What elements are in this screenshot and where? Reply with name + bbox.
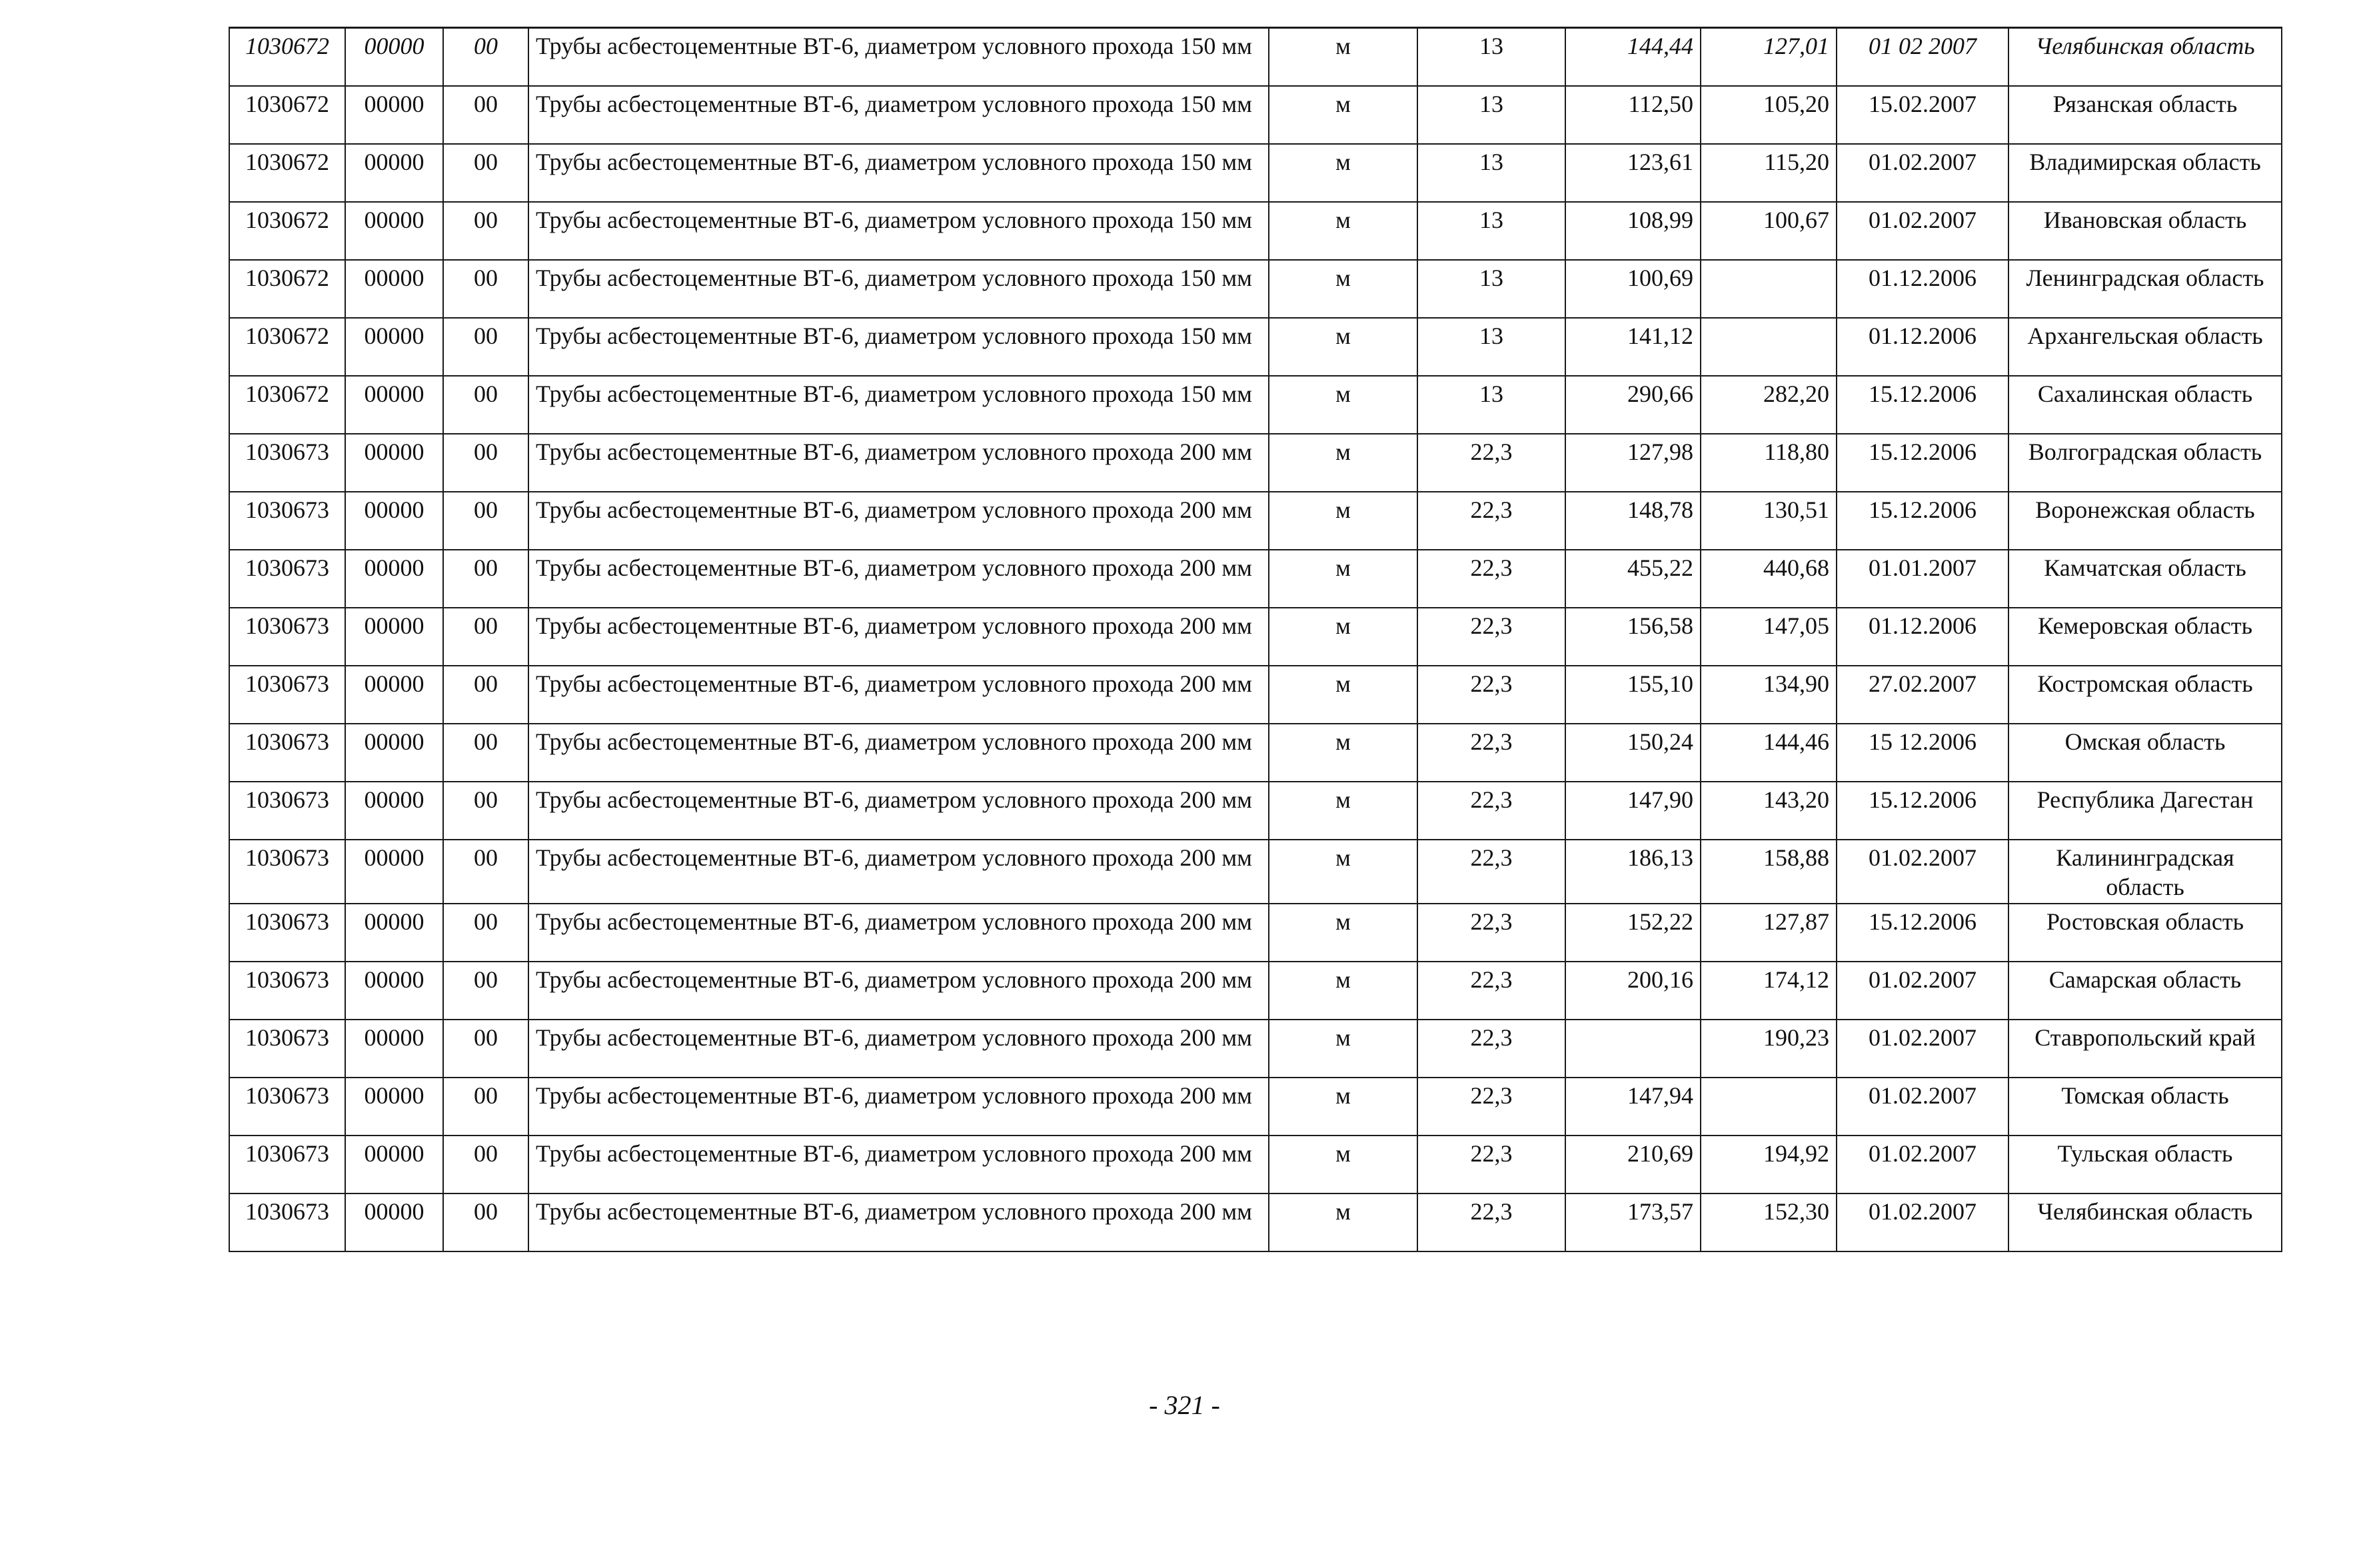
- table-row: [229, 608, 2282, 666]
- cell-price-2: 100,67: [1701, 202, 1837, 260]
- cell-region: Челябинская область: [2008, 28, 2282, 86]
- cell-subcode-2: 00: [443, 904, 528, 962]
- cell-price-1: 210,69: [1565, 1136, 1701, 1193]
- cell-unit: м: [1269, 1078, 1417, 1136]
- cell-price-2: 158,88: [1701, 840, 1837, 904]
- cell-date: 01 02 2007: [1837, 28, 2008, 86]
- cell-subcode: 00000: [345, 318, 443, 376]
- cell-name: Трубы асбестоцементные ВТ-6, диаметром условного прохода 150 мм: [528, 86, 1269, 144]
- cell-unit: м: [1269, 376, 1417, 434]
- cell-date: 01.02.2007: [1837, 1136, 2008, 1193]
- cell-price-2: 105,20: [1701, 86, 1837, 144]
- cell-subcode: 00000: [345, 550, 443, 608]
- cell-price-2: 440,68: [1701, 550, 1837, 608]
- table-row: [229, 840, 2282, 904]
- cell-price-2: 134,90: [1701, 666, 1837, 724]
- cell-date: 15.12.2006: [1837, 434, 2008, 492]
- cell-price-1: 108,99: [1565, 202, 1701, 260]
- cell-weight: 22,3: [1417, 782, 1565, 840]
- cell-price-1: 123,61: [1565, 144, 1701, 202]
- cell-region: Челябинская область: [2008, 1193, 2282, 1251]
- cell-unit: м: [1269, 144, 1417, 202]
- table-row: [229, 550, 2282, 608]
- cell-name: Трубы асбестоцементные ВТ-6, диаметром условного прохода 200 мм: [528, 550, 1269, 608]
- table-row: [229, 202, 2282, 260]
- cell-price-1: 147,90: [1565, 782, 1701, 840]
- cell-weight: 22,3: [1417, 962, 1565, 1020]
- table-row: [229, 492, 2282, 550]
- cell-name: Трубы асбестоцементные ВТ-6, диаметром условного прохода 150 мм: [528, 28, 1269, 86]
- cell-name: Трубы асбестоцементные ВТ-6, диаметром условного прохода 200 мм: [528, 1193, 1269, 1251]
- cell-name: Трубы асбестоцементные ВТ-6, диаметром условного прохода 200 мм: [528, 904, 1269, 962]
- cell-unit: м: [1269, 86, 1417, 144]
- cell-subcode-2: 00: [443, 434, 528, 492]
- cell-name: Трубы асбестоцементные ВТ-6, диаметром условного прохода 200 мм: [528, 608, 1269, 666]
- table-row: [229, 724, 2282, 782]
- cell-code: 1030672: [229, 318, 345, 376]
- cell-weight: 22,3: [1417, 1020, 1565, 1078]
- table-row: [229, 1136, 2282, 1193]
- cell-price-2: 115,20: [1701, 144, 1837, 202]
- cell-unit: м: [1269, 550, 1417, 608]
- cell-code: 1030673: [229, 904, 345, 962]
- cell-date: 27.02.2007: [1837, 666, 2008, 724]
- cell-date: 01.02.2007: [1837, 202, 2008, 260]
- table-row: [229, 376, 2282, 434]
- cell-price-2: 144,46: [1701, 724, 1837, 782]
- cell-region: Ивановская область: [2008, 202, 2282, 260]
- cell-price-2: 190,23: [1701, 1020, 1837, 1078]
- cell-unit: м: [1269, 434, 1417, 492]
- cell-subcode-2: 00: [443, 318, 528, 376]
- cell-unit: м: [1269, 724, 1417, 782]
- cell-date: 15.12.2006: [1837, 376, 2008, 434]
- cell-weight: 22,3: [1417, 1078, 1565, 1136]
- cell-subcode: 00000: [345, 840, 443, 904]
- cell-code: 1030673: [229, 666, 345, 724]
- cell-subcode-2: 00: [443, 86, 528, 144]
- cell-name: Трубы асбестоцементные ВТ-6, диаметром условного прохода 200 мм: [528, 434, 1269, 492]
- cell-subcode-2: 00: [443, 608, 528, 666]
- cell-date: 01.02.2007: [1837, 840, 2008, 904]
- cell-code: 1030673: [229, 550, 345, 608]
- cell-price-1: 156,58: [1565, 608, 1701, 666]
- cell-subcode: 00000: [345, 376, 443, 434]
- cell-subcode-2: 00: [443, 840, 528, 904]
- cell-region: Ставропольский край: [2008, 1020, 2282, 1078]
- cell-price-1: 200,16: [1565, 962, 1701, 1020]
- table-row: [229, 904, 2282, 962]
- cell-code: 1030673: [229, 782, 345, 840]
- cell-weight: 22,3: [1417, 608, 1565, 666]
- cell-price-2: [1701, 260, 1837, 318]
- cell-unit: м: [1269, 962, 1417, 1020]
- cell-date: 15 12.2006: [1837, 724, 2008, 782]
- cell-unit: м: [1269, 840, 1417, 904]
- cell-price-1: 127,98: [1565, 434, 1701, 492]
- cell-subcode: 00000: [345, 492, 443, 550]
- cell-subcode: 00000: [345, 962, 443, 1020]
- table-row: [229, 28, 2282, 86]
- cell-date: 01.02.2007: [1837, 144, 2008, 202]
- cell-weight: 13: [1417, 318, 1565, 376]
- price-table: [229, 27, 2282, 1252]
- cell-region: Тульская область: [2008, 1136, 2282, 1193]
- cell-weight: 22,3: [1417, 550, 1565, 608]
- cell-date: 15.12.2006: [1837, 492, 2008, 550]
- cell-subcode: 00000: [345, 1193, 443, 1251]
- cell-subcode: 00000: [345, 86, 443, 144]
- cell-price-2: 130,51: [1701, 492, 1837, 550]
- cell-name: Трубы асбестоцементные ВТ-6, диаметром условного прохода 200 мм: [528, 1078, 1269, 1136]
- cell-region: Ростовская область: [2008, 904, 2282, 962]
- cell-price-1: 173,57: [1565, 1193, 1701, 1251]
- cell-subcode: 00000: [345, 260, 443, 318]
- cell-region: Костромская область: [2008, 666, 2282, 724]
- cell-code: 1030673: [229, 724, 345, 782]
- cell-code: 1030673: [229, 1136, 345, 1193]
- cell-price-1: 100,69: [1565, 260, 1701, 318]
- cell-subcode-2: 00: [443, 260, 528, 318]
- cell-price-2: 127,01: [1701, 28, 1837, 86]
- cell-region: Воронежская область: [2008, 492, 2282, 550]
- cell-code: 1030673: [229, 962, 345, 1020]
- cell-price-2: 127,87: [1701, 904, 1837, 962]
- cell-weight: 13: [1417, 202, 1565, 260]
- cell-price-1: 150,24: [1565, 724, 1701, 782]
- table-row: [229, 86, 2282, 144]
- cell-code: 1030672: [229, 202, 345, 260]
- page-number: - 321 -: [1149, 1390, 1220, 1420]
- cell-subcode-2: 00: [443, 1136, 528, 1193]
- cell-code: 1030673: [229, 1193, 345, 1251]
- cell-code: 1030672: [229, 144, 345, 202]
- cell-name: Трубы асбестоцементные ВТ-6, диаметром условного прохода 150 мм: [528, 376, 1269, 434]
- cell-subcode: 00000: [345, 782, 443, 840]
- cell-subcode: 00000: [345, 666, 443, 724]
- cell-name: Трубы асбестоцементные ВТ-6, диаметром условного прохода 150 мм: [528, 202, 1269, 260]
- cell-weight: 22,3: [1417, 1136, 1565, 1193]
- cell-subcode: 00000: [345, 724, 443, 782]
- cell-weight: 13: [1417, 144, 1565, 202]
- cell-weight: 22,3: [1417, 666, 1565, 724]
- table-row: [229, 782, 2282, 840]
- cell-price-2: 174,12: [1701, 962, 1837, 1020]
- cell-price-1: 147,94: [1565, 1078, 1701, 1136]
- cell-name: Трубы асбестоцементные ВТ-6, диаметром условного прохода 200 мм: [528, 1020, 1269, 1078]
- cell-name: Трубы асбестоцементные ВТ-6, диаметром условного прохода 200 мм: [528, 666, 1269, 724]
- cell-subcode-2: 00: [443, 550, 528, 608]
- cell-name: Трубы асбестоцементные ВТ-6, диаметром условного прохода 200 мм: [528, 782, 1269, 840]
- cell-unit: м: [1269, 28, 1417, 86]
- table-row: [229, 1020, 2282, 1078]
- cell-region: Самарская область: [2008, 962, 2282, 1020]
- cell-region: Калининградская область: [2008, 840, 2282, 904]
- cell-date: 01.02.2007: [1837, 1193, 2008, 1251]
- cell-code: 1030672: [229, 28, 345, 86]
- cell-unit: м: [1269, 260, 1417, 318]
- cell-date: 01.01.2007: [1837, 550, 2008, 608]
- cell-name: Трубы асбестоцементные ВТ-6, диаметром условного прохода 200 мм: [528, 1136, 1269, 1193]
- cell-code: 1030673: [229, 1020, 345, 1078]
- cell-subcode-2: 00: [443, 376, 528, 434]
- cell-name: Трубы асбестоцементные ВТ-6, диаметром условного прохода 150 мм: [528, 260, 1269, 318]
- cell-date: 15.12.2006: [1837, 904, 2008, 962]
- cell-price-1: 112,50: [1565, 86, 1701, 144]
- table-body: [229, 28, 2282, 1251]
- cell-code: 1030672: [229, 376, 345, 434]
- cell-subcode: 00000: [345, 608, 443, 666]
- cell-weight: 22,3: [1417, 724, 1565, 782]
- cell-unit: м: [1269, 492, 1417, 550]
- cell-unit: м: [1269, 1136, 1417, 1193]
- cell-code: 1030672: [229, 260, 345, 318]
- cell-price-1: 141,12: [1565, 318, 1701, 376]
- cell-subcode-2: 00: [443, 782, 528, 840]
- cell-subcode-2: 00: [443, 724, 528, 782]
- cell-region: Архангельская область: [2008, 318, 2282, 376]
- cell-name: Трубы асбестоцементные ВТ-6, диаметром условного прохода 200 мм: [528, 840, 1269, 904]
- cell-subcode-2: 00: [443, 202, 528, 260]
- cell-code: 1030672: [229, 86, 345, 144]
- cell-region: Ленинградская область: [2008, 260, 2282, 318]
- cell-price-1: 290,66: [1565, 376, 1701, 434]
- cell-subcode: 00000: [345, 1020, 443, 1078]
- cell-weight: 13: [1417, 376, 1565, 434]
- cell-subcode-2: 00: [443, 144, 528, 202]
- cell-weight: 22,3: [1417, 840, 1565, 904]
- cell-weight: 22,3: [1417, 904, 1565, 962]
- cell-price-1: 186,13: [1565, 840, 1701, 904]
- cell-region: Омская область: [2008, 724, 2282, 782]
- cell-weight: 22,3: [1417, 1193, 1565, 1251]
- cell-date: 01.12.2006: [1837, 260, 2008, 318]
- cell-name: Трубы асбестоцементные ВТ-6, диаметром условного прохода 200 мм: [528, 724, 1269, 782]
- table-row: [229, 318, 2282, 376]
- cell-region: Рязанская область: [2008, 86, 2282, 144]
- cell-date: 01.02.2007: [1837, 1078, 2008, 1136]
- cell-date: 15.12.2006: [1837, 782, 2008, 840]
- cell-price-1: 152,22: [1565, 904, 1701, 962]
- cell-date: 01.12.2006: [1837, 608, 2008, 666]
- cell-unit: м: [1269, 1193, 1417, 1251]
- cell-unit: м: [1269, 608, 1417, 666]
- cell-weight: 22,3: [1417, 492, 1565, 550]
- cell-region: Кемеровская область: [2008, 608, 2282, 666]
- table-row: [229, 1193, 2282, 1251]
- cell-name: Трубы асбестоцементные ВТ-6, диаметром условного прохода 200 мм: [528, 962, 1269, 1020]
- cell-subcode: 00000: [345, 144, 443, 202]
- cell-price-1: 455,22: [1565, 550, 1701, 608]
- cell-region: Волгоградская область: [2008, 434, 2282, 492]
- cell-subcode-2: 00: [443, 962, 528, 1020]
- cell-price-2: [1701, 1078, 1837, 1136]
- cell-date: 01.02.2007: [1837, 962, 2008, 1020]
- cell-region: Томская область: [2008, 1078, 2282, 1136]
- cell-price-2: 194,92: [1701, 1136, 1837, 1193]
- cell-price-1: 148,78: [1565, 492, 1701, 550]
- cell-price-2: 282,20: [1701, 376, 1837, 434]
- cell-subcode: 00000: [345, 904, 443, 962]
- cell-price-1: 144,44: [1565, 28, 1701, 86]
- cell-subcode: 00000: [345, 1078, 443, 1136]
- cell-region: Камчатская область: [2008, 550, 2282, 608]
- table-row: [229, 962, 2282, 1020]
- cell-subcode-2: 00: [443, 28, 528, 86]
- cell-subcode: 00000: [345, 434, 443, 492]
- cell-price-2: 152,30: [1701, 1193, 1837, 1251]
- cell-code: 1030673: [229, 1078, 345, 1136]
- cell-subcode-2: 00: [443, 1078, 528, 1136]
- cell-subcode: 00000: [345, 1136, 443, 1193]
- cell-date: 15.02.2007: [1837, 86, 2008, 144]
- cell-price-2: 147,05: [1701, 608, 1837, 666]
- cell-unit: м: [1269, 782, 1417, 840]
- cell-price-1: [1565, 1020, 1701, 1078]
- cell-weight: 13: [1417, 86, 1565, 144]
- cell-price-2: 118,80: [1701, 434, 1837, 492]
- cell-subcode-2: 00: [443, 492, 528, 550]
- cell-code: 1030673: [229, 434, 345, 492]
- cell-date: 01.02.2007: [1837, 1020, 2008, 1078]
- cell-name: Трубы асбестоцементные ВТ-6, диаметром условного прохода 200 мм: [528, 492, 1269, 550]
- table-row: [229, 434, 2282, 492]
- cell-unit: м: [1269, 1020, 1417, 1078]
- cell-date: 01.12.2006: [1837, 318, 2008, 376]
- cell-name: Трубы асбестоцементные ВТ-6, диаметром условного прохода 150 мм: [528, 318, 1269, 376]
- table-row: [229, 666, 2282, 724]
- cell-region: Владимирская область: [2008, 144, 2282, 202]
- cell-weight: 13: [1417, 28, 1565, 86]
- table-row: [229, 144, 2282, 202]
- cell-code: 1030673: [229, 492, 345, 550]
- cell-unit: м: [1269, 904, 1417, 962]
- cell-subcode-2: 00: [443, 666, 528, 724]
- cell-subcode: 00000: [345, 202, 443, 260]
- cell-price-1: 155,10: [1565, 666, 1701, 724]
- cell-code: 1030673: [229, 840, 345, 904]
- cell-unit: м: [1269, 318, 1417, 376]
- cell-subcode-2: 00: [443, 1193, 528, 1251]
- cell-unit: м: [1269, 202, 1417, 260]
- cell-subcode-2: 00: [443, 1020, 528, 1078]
- cell-unit: м: [1269, 666, 1417, 724]
- table-row: [229, 260, 2282, 318]
- table-row: [229, 1078, 2282, 1136]
- cell-region: Республика Дагестан: [2008, 782, 2282, 840]
- cell-price-2: 143,20: [1701, 782, 1837, 840]
- cell-name: Трубы асбестоцементные ВТ-6, диаметром условного прохода 150 мм: [528, 144, 1269, 202]
- cell-subcode: 00000: [345, 28, 443, 86]
- cell-price-2: [1701, 318, 1837, 376]
- cell-region: Сахалинская область: [2008, 376, 2282, 434]
- cell-weight: 22,3: [1417, 434, 1565, 492]
- cell-weight: 13: [1417, 260, 1565, 318]
- cell-code: 1030673: [229, 608, 345, 666]
